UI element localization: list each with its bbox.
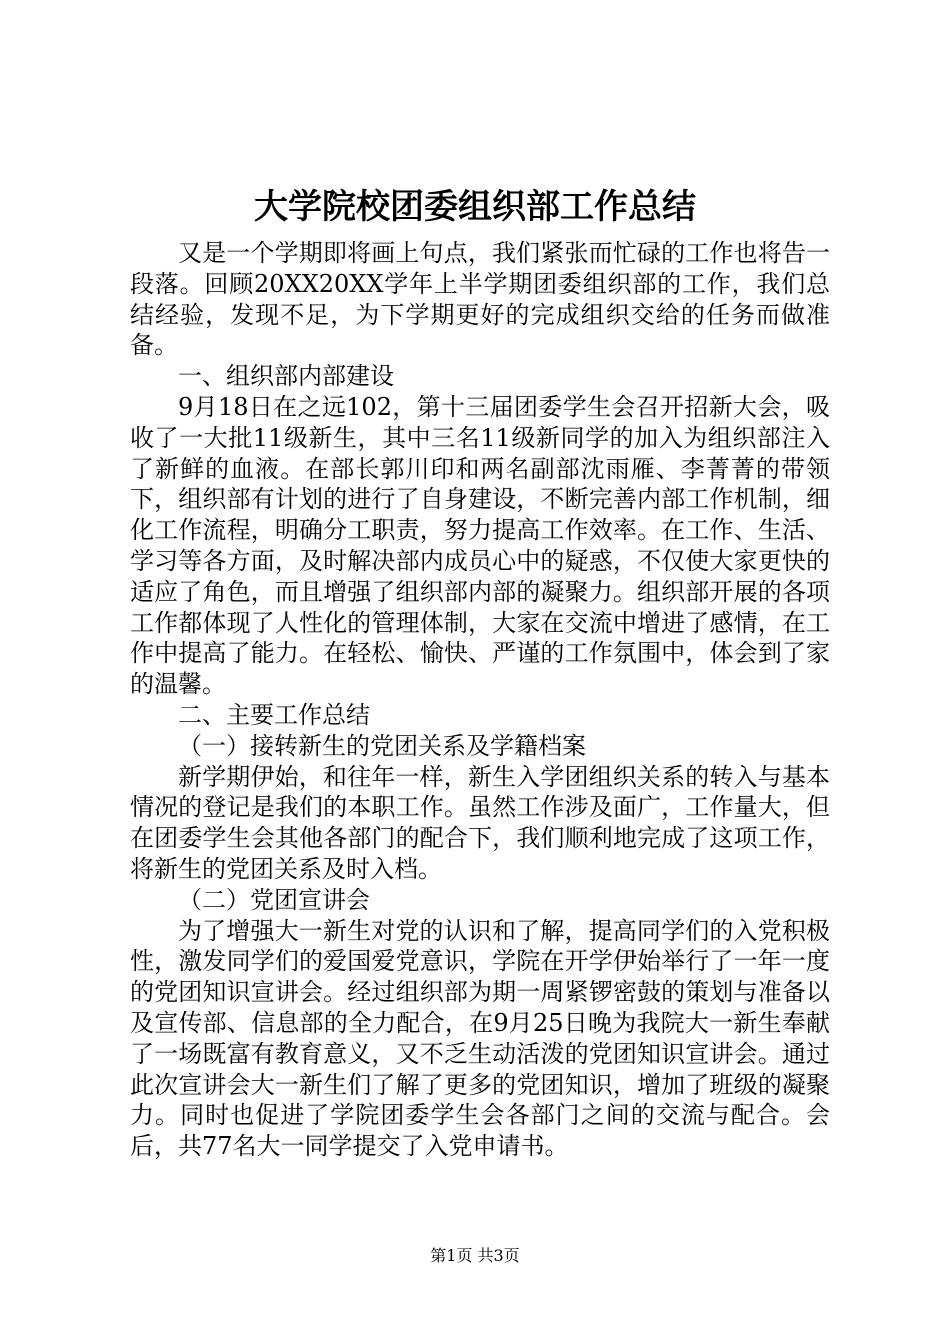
subsection-heading: （二）党团宣讲会 <box>178 885 370 914</box>
body-paragraph: 新学期伊始，和往年一样，新生入学团组织关系的转入与基本情况的登记是我们的本职工作。虽然工作涉及面广，工作量大，但在团委学生会其他各部门的配合下，我们顺利地完成了这项工作，将新生的党团关系及时入档。 <box>130 762 830 883</box>
subsection-heading: （一）接转新生的党团关系及学籍档案 <box>178 731 586 760</box>
intro-paragraph: 又是一个学期即将画上句点，我们紧张而忙碌的工作也将告一段落。回顾20XX20XX学年上半学期团委组织部的工作，我们总结经验，发现不足，为下学期更好的完成组织交给的任务而做准备。 <box>130 239 830 360</box>
section-heading: 一、组织部内部建设 <box>178 362 394 391</box>
document-title: 大学院校团委组织部工作总结 <box>254 187 696 227</box>
page-number-footer: 第1页 共3页 <box>430 1246 520 1265</box>
body-paragraph: 9月18日在之远102，第十三届团委学生会召开招新大会，吸收了一大批11级新生，其中三名11级新同学的加入为组织部注入了新鲜的血液。在部长郭川印和两名副部沈雨雁、李菁菁的带领下，组织部有计划的进行了自身建设，不断完善内部工作机制，细化工作流程，明确分工职责，努力提高工作效率。在工作、生活、学习等各方面，及时解决部内成员心中的疑惑，不仅使大家更快的适应了角色，而且增强了组织部内部的凝聚力。组织部开展的各项工作都体现了人性化的管理体制，大家在交流中增进了感情，在工作中提高了能力。在轻松、愉快、严谨的工作氛围中，体会到了家的温馨。 <box>130 392 830 699</box>
document-body <box>130 238 830 1162</box>
section-heading: 二、主要工作总结 <box>178 700 370 729</box>
body-paragraph: 为了增强大一新生对党的认识和了解，提高同学们的入党积极性，激发同学们的爱国爱党意识，学院在开学伊始举行了一年一度的党团知识宣讲会。经过组织部为期一周紧锣密鼓的策划与准备以及宣传部、信息部的全力配合，在9月25日晚为我院大一新生奉献了一场既富有教育意义，又不乏生动活泼的党团知识宣讲会。通过此次宣讲会大一新生们了解了更多的党团知识，增加了班级的凝聚力。同时也促进了学院团委学生会各部门之间的交流与配合。会后，共77名大一同学提交了入党申请书。 <box>130 916 830 1161</box>
